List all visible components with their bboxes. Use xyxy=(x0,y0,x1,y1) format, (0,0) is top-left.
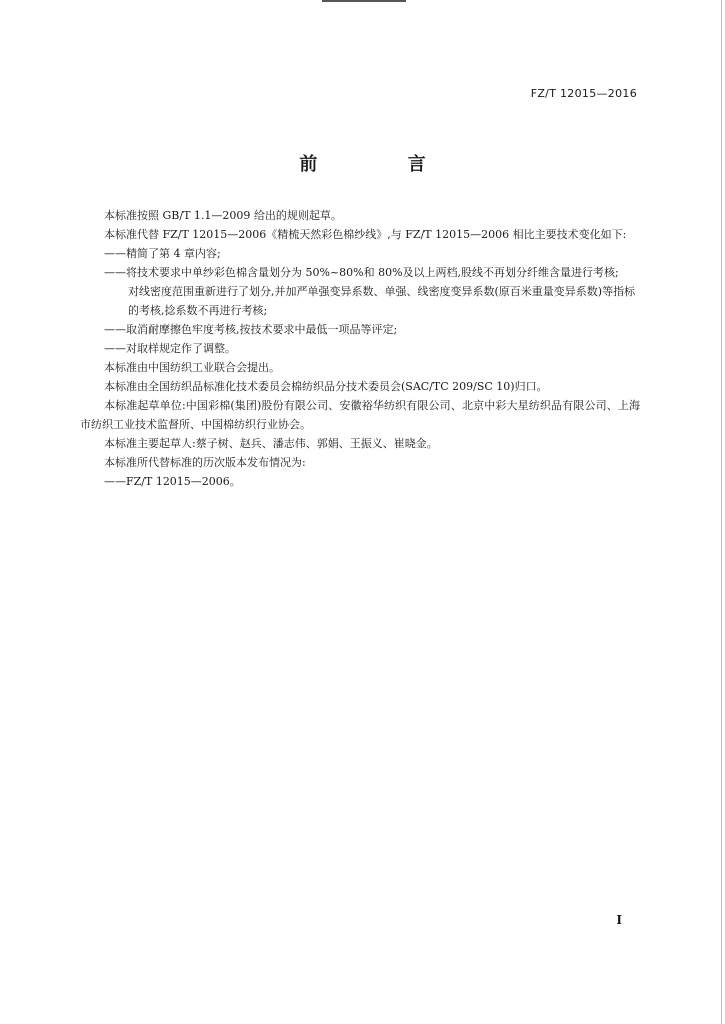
paragraph-under-jurisdiction: 本标准由全国纺织品标准化技术委员会棉纺织品分技术委员会(SAC/TC 209/SC 10)归口。 xyxy=(104,380,548,393)
change-item: ——对取样规定作了调整。 xyxy=(104,342,236,355)
previous-edition-item: ——FZ/T 12015—2006。 xyxy=(104,475,241,488)
change-item: ——取消耐摩擦色牢度考核,按技术要求中最低一项品等评定; xyxy=(104,323,398,336)
paragraph-drafting-rules: 本标准按照 GB/T 1.1—2009 给出的规则起草。 xyxy=(104,209,342,222)
change-item: ——精简了第 4 章内容; xyxy=(104,247,221,260)
scan-artifact-top xyxy=(322,0,406,2)
paragraph-drafters: 本标准主要起草人:蔡子树、赵兵、潘志伟、郭娟、王振义、崔晓金。 xyxy=(104,437,438,450)
change-item: ——将技术要求中单纱彩色棉含量划分为 50%~80%和 80%及以上两档,股线不再划分纤维含量进行考核; xyxy=(104,266,619,279)
foreword-body xyxy=(80,206,640,491)
change-item-continuation: 对线密度范围重新进行了划分,并加严单强变异系数、单强、线密度变异系数(原百米重量变异系数)等指标的考核,捻系数不再进行考核; xyxy=(128,285,636,317)
standard-code: FZ/T 12015—2016 xyxy=(530,87,637,100)
paragraph-previous-editions: 本标准所代替标准的历次版本发布情况为: xyxy=(104,456,306,469)
page-number: I xyxy=(616,913,622,927)
paragraph-replacement: 本标准代替 FZ/T 12015—2006《精梳天然彩色棉纱线》,与 FZ/T 12015—2006 相比主要技术变化如下: xyxy=(104,228,627,241)
paragraph-proposed-by: 本标准由中国纺织工业联合会提出。 xyxy=(104,361,280,374)
page-title: 前 言 xyxy=(299,154,468,175)
paragraph-drafting-units: 本标准起草单位:中国彩棉(集团)股份有限公司、安徽裕华纺织有限公司、北京中彩大星纺织品有限公司、上海市纺织工业技术监督所、中国棉纺织行业协会。 xyxy=(80,399,640,431)
